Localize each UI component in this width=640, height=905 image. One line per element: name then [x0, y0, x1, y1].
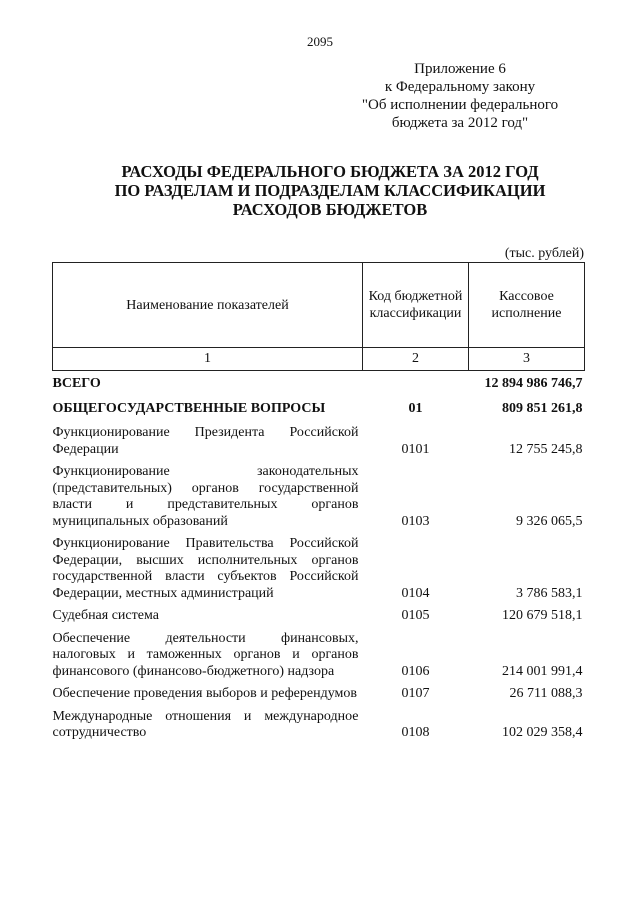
row-amount: 12 755 245,8 [509, 441, 583, 457]
document-title [60, 162, 600, 219]
row-code: 0101 [401, 441, 430, 457]
units-label: (тыс. рублей) [504, 246, 584, 261]
row-amount: 26 711 088,3 [509, 686, 583, 701]
title-line: РАСХОДЫ ФЕДЕРАЛЬНОГО БЮДЖЕТА ЗА 2012 ГОД [121, 162, 539, 181]
column-number: 3 [469, 348, 585, 371]
header-amount: Кассовое исполнение [469, 263, 585, 348]
row-amount: 9 326 065,5 [516, 513, 583, 529]
row-name: Международные отношения и международное сотрудничество [52, 708, 359, 740]
row-code [363, 371, 469, 393]
row-code: 0108 [401, 725, 430, 740]
table-row [53, 393, 585, 422]
row-name: Обеспечение деятельности финансовых, налоговых и таможенных органов и органов финансового (финансово-бюджетного) надзора [52, 630, 359, 679]
row-code: 0105 [401, 608, 430, 623]
column-number: 2 [363, 348, 469, 371]
column-number: 1 [53, 348, 363, 371]
row-amount: 3 786 583,1 [516, 585, 583, 601]
table-header [53, 263, 585, 371]
row-amount: 809 851 261,8 [502, 400, 583, 416]
title-line: РАСХОДОВ БЮДЖЕТОВ [232, 200, 428, 219]
row-code: 0104 [401, 585, 430, 601]
row-amount: 120 679 518,1 [502, 608, 583, 623]
table-row [53, 371, 585, 393]
row-amount: 12 894 986 746,7 [484, 376, 583, 391]
row-code: 0106 [401, 663, 430, 679]
table-row [53, 421, 585, 458]
appendix-line: Приложение 6 [414, 61, 506, 77]
row-code: 0103 [401, 513, 430, 529]
table-row [53, 680, 585, 703]
table-row [53, 703, 585, 742]
page-number: 2095 [307, 34, 333, 49]
row-name: Функционирование законодательных (представительных) органов государственной власти и представительных органов муниципальных образований [52, 464, 359, 529]
table-row [53, 602, 585, 625]
appendix-line: к Федеральному закону [384, 79, 536, 95]
title-line: ПО РАЗДЕЛАМ И ПОДРАЗДЕЛАМ КЛАССИФИКАЦИИ [114, 181, 546, 200]
row-name: ВСЕГО [52, 376, 101, 391]
table-row [53, 530, 585, 602]
table-row [53, 458, 585, 530]
row-name: Обеспечение проведения выборов и референдумов [52, 686, 357, 701]
header-code: Код бюджетной классификации [363, 263, 469, 348]
row-amount: 102 029 358,4 [502, 725, 583, 740]
row-name: Судебная система [52, 608, 159, 623]
row-code: 01 [408, 400, 423, 416]
row-code: 0107 [401, 686, 430, 701]
appendix-line: "Об исполнении федерального [361, 97, 559, 113]
table-row [53, 625, 585, 681]
row-name: Функционирование Правительства Российской Федерации, высших исполнительных органов государственной власти субъектов Российской Федерации, местных администраций [52, 536, 359, 601]
row-amount: 214 001 991,4 [502, 663, 583, 679]
row-name: Функционирование Президента Российской Федерации [52, 425, 359, 457]
table-body [53, 371, 585, 742]
appendix-line: бюджета за 2012 год" [391, 115, 529, 131]
row-name: ОБЩЕГОСУДАРСТВЕННЫЕ ВОПРОСЫ [52, 400, 326, 416]
appendix-note [340, 60, 580, 132]
budget-table [52, 262, 585, 742]
header-name: Наименование показателей [53, 263, 363, 348]
